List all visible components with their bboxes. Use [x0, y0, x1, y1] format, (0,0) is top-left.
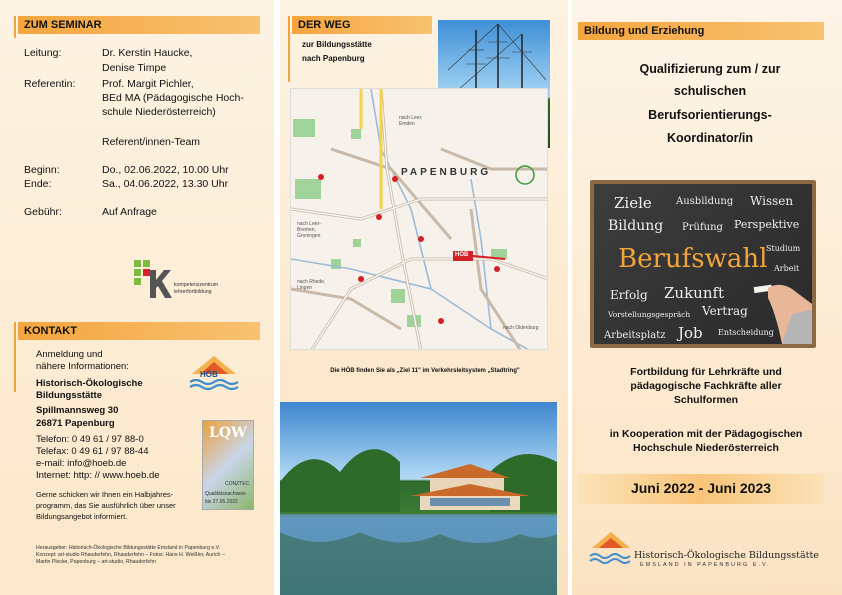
chalk-word-erfolg: Erfolg	[610, 288, 648, 302]
seminar-divider	[14, 16, 16, 38]
map-town-2: nach Leer-Bremen, Groningen	[297, 221, 321, 239]
chalk-word-arbeit: Arbeit	[774, 264, 800, 273]
gebuehr-label: Gebühr:	[24, 206, 62, 218]
date-banner	[578, 474, 824, 504]
category-tag: Bildung und Erziehung	[578, 22, 824, 40]
contact-internet[interactable]: Internet: http: // www.hoeb.de	[36, 470, 160, 481]
contact-street: Spillmannsweg 30	[36, 405, 119, 416]
building-lake-drawing	[280, 402, 557, 595]
chalk-word-bildung: Bildung	[608, 218, 664, 234]
kontakt-header: KONTAKT	[18, 322, 260, 340]
title-line-1: Qualifizierung zum / zur	[639, 62, 781, 76]
conztec-text-2: Qualitätsnachweis	[205, 491, 246, 497]
contact-intro-2: nähere Informationen:	[36, 361, 129, 372]
map-town-1: nach Leer, Emden	[399, 115, 423, 127]
chalk-word-wissen: Wissen	[750, 194, 794, 208]
leitung-value-1: Dr. Kerstin Haucke,	[102, 47, 193, 59]
hand-with-chalk-icon	[752, 274, 812, 344]
map-hoeb-label: HÖB	[455, 252, 469, 258]
ende-label: Ende:	[24, 178, 52, 190]
hoeb-logo-text: HÖB	[200, 370, 218, 379]
title-line-3: Berufsorientierungs-	[648, 108, 772, 122]
seminar-header: ZUM SEMINAR	[18, 16, 260, 34]
chalk-word-berufswahl: Berufswahl	[618, 244, 768, 274]
chalk-word-arbeitsplatz: Arbeitsplatz	[604, 330, 666, 341]
lqw-logo-text: LQW	[209, 425, 247, 441]
chalk-word-perspektive: Perspektive	[734, 218, 800, 231]
date-text: Juni 2022 - Juni 2023	[630, 480, 772, 496]
contact-telefon: Telefon: 0 49 61 / 97 88-0	[36, 434, 144, 445]
leitung-label: Leitung:	[24, 47, 62, 59]
contact-note-2: programm, das Sie ausführlich über unser	[36, 501, 176, 510]
contact-note-1: Gerne schicken wir Ihnen ein Halbjahres-	[36, 490, 174, 499]
map-title: PAPENBURG	[401, 167, 492, 178]
contact-intro-1: Anmeldung und	[36, 349, 103, 360]
coop-line-2: Hochschule Niederösterreich	[633, 442, 779, 454]
footer-hoeb-icon	[588, 528, 634, 572]
desc-line-2: pädagogische Fachkräfte aller	[630, 380, 782, 392]
contact-org-2: Bildungsstätte	[36, 390, 102, 401]
footer-logo	[588, 528, 828, 572]
chalk-word-pruefung: Prüfung	[682, 222, 723, 233]
building-lake-photo	[280, 402, 557, 595]
footer-logo-title: Historisch-Ökologische Bildungsstätte	[634, 550, 819, 561]
chalk-word-ausbildung: Ausbildung	[676, 196, 734, 207]
k-logo	[132, 258, 242, 300]
lqw-logo	[202, 420, 254, 510]
map-town-3: nach Rhede, Lingen	[297, 279, 326, 291]
map-town-4: nach Oldenburg	[503, 325, 539, 331]
referentin-value-1: Prof. Margit Pichler,	[102, 78, 194, 90]
desc-line-3: Schulformen	[673, 394, 739, 406]
coop-line-1: in Kooperation mit der Pädagogischen	[609, 428, 803, 440]
weg-divider	[288, 16, 290, 82]
conztec-text-1: CONZTEC	[225, 481, 250, 487]
team-value: Referent/innen-Team	[102, 136, 201, 148]
chalk-word-vertrag: Vertrag	[702, 304, 748, 318]
conztec-text-3: bis 27.05.2022	[205, 499, 238, 505]
weg-header: DER WEG	[292, 16, 432, 34]
title-line-4: Koordinator/in	[666, 131, 754, 145]
chalk-word-ziele: Ziele	[614, 194, 652, 212]
city-map-drawing	[291, 89, 548, 350]
ende-value: Sa., 04.06.2022, 13.30 Uhr	[102, 178, 229, 190]
chalk-word-entscheidung: Entscheidung	[718, 328, 774, 337]
referentin-value-3: schule Niederösterreich)	[102, 106, 216, 118]
city-map	[290, 88, 548, 350]
referentin-value-2: BEd MA (Pädagogische Hoch-	[102, 92, 244, 104]
chalk-word-zukunft: Zukunft	[664, 284, 725, 302]
imprint-3: Martin Plecke, Papenburg – art-studio, Rhauderfehn	[36, 559, 156, 565]
chalkboard-image	[590, 180, 816, 348]
k-logo-icon	[132, 258, 172, 300]
beginn-value: Do., 02.06.2022, 10.00 Uhr	[102, 164, 229, 176]
leitung-value-2: Denise Timpe	[102, 62, 167, 74]
footer-logo-subtitle: EMSLAND IN PAPENBURG E.V.	[640, 562, 771, 568]
imprint-2: Konzept: art-studio Rhauderfehn, Rhauderfehn – Fotos: Hans H. Weißler, Aurich –	[36, 552, 225, 558]
map-caption: Die HÖB finden Sie als „Ziel 11" im Verkehrsleitsystem „Stadtring"	[330, 368, 520, 374]
hoeb-logo	[186, 352, 242, 396]
weg-sub-2: nach Papenburg	[302, 54, 365, 63]
k-logo-text-1: kompetenzzentrum	[174, 282, 219, 288]
k-logo-text-2: lehrerfortbildung	[174, 289, 212, 295]
chalk-word-studium: Studium	[766, 244, 801, 253]
contact-org-1: Historisch-Ökologische	[36, 378, 143, 389]
title-line-2: schulischen	[673, 84, 747, 98]
contact-telefax: Telefax: 0 49 61 / 97 88-44	[36, 446, 149, 457]
contact-note-3: Bildungsangebot informiert.	[36, 512, 128, 521]
gebuehr-value: Auf Anfrage	[102, 206, 157, 218]
beginn-label: Beginn:	[24, 164, 60, 176]
contact-city: 26871 Papenburg	[36, 418, 115, 429]
chalk-word-vorstellungsgespraech: Vorstellungsgespräch	[608, 310, 691, 319]
weg-sub-1: zur Bildungsstätte	[302, 40, 372, 49]
contact-email[interactable]: e-mail: info@hoeb.de	[36, 458, 127, 469]
imprint-1: Herausgeber: Historisch-Ökologische Bildungsstätte Emsland in Papenburg e.V.	[36, 545, 221, 551]
chalk-word-job: Job	[678, 324, 703, 342]
desc-line-1: Fortbildung für Lehrkräfte und	[630, 366, 782, 378]
panel-seminar-contact	[0, 0, 274, 595]
referentin-label: Referentin:	[24, 78, 76, 90]
kontakt-divider	[14, 322, 16, 392]
